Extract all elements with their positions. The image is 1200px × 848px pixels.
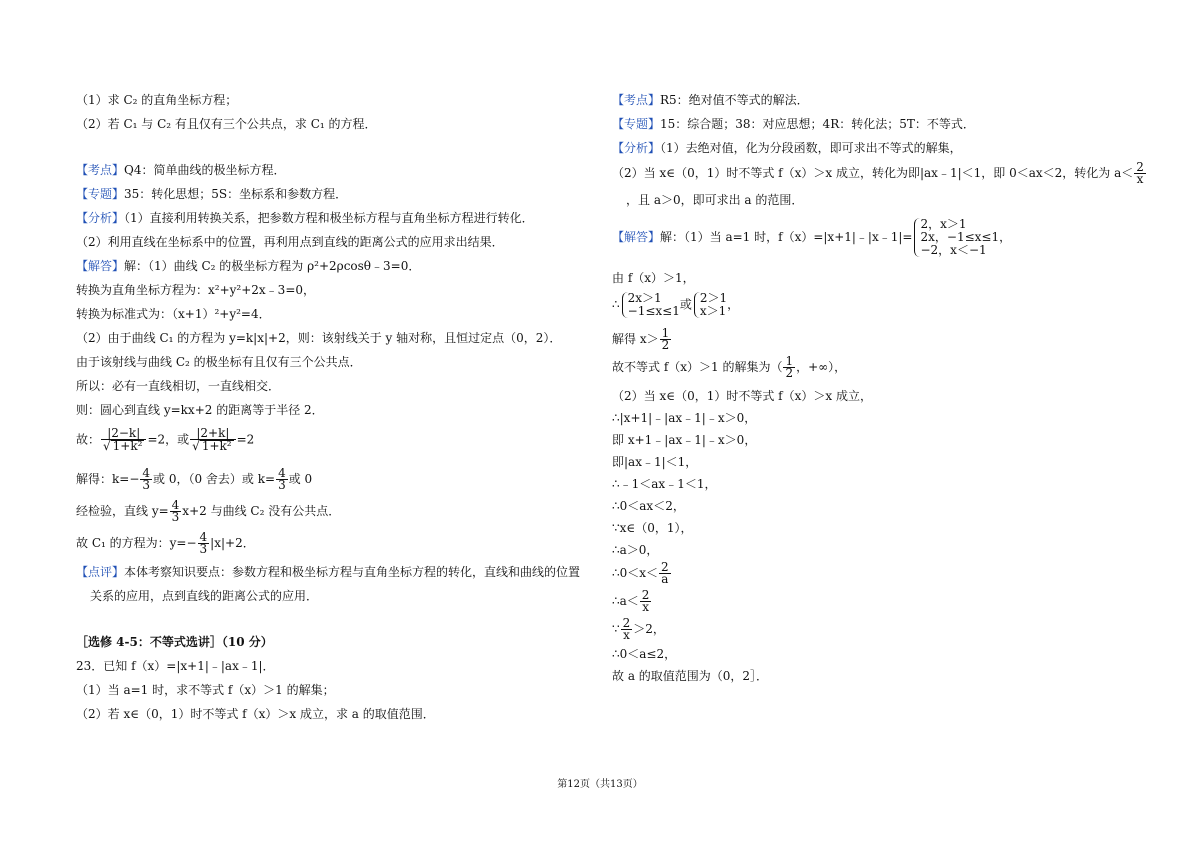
distance-equation [76,428,596,458]
solution-line: 即 x+1﹣|ax﹣1|﹣x＞0， [612,433,757,447]
solution-line: ∴0＜ax＜2， [612,499,685,513]
fenxi-line [76,210,596,226]
dianping-line-2: 关系的应用，点到直线的距离公式的应用． [90,589,319,603]
kaodian-text: R5：绝对值不等式的解法． [660,93,809,107]
solution-set-line: 故不等式 f（x）＞1 的解集为（ $\frac{1}{2}$ ，+∞）， [612,354,847,380]
gu-label: 故： [76,432,101,447]
solution-line: ∴0＜x＜ $\frac{2}{a}$ [612,560,669,586]
fraction-4-3: $\frac{4}{3}$ [171,498,180,524]
jieda-text: 解：（1）曲线 C₂ 的极坐标方程为 ρ²+2ρcosθ﹣3=0． [124,259,421,273]
zhuanti-line [612,116,1142,132]
zhuanti-tag: 【专题】 [612,117,661,131]
k-solution: 解得：k=− $\frac{4}{3}$ 或 0，（0 舍去）或 k= $\frac{4}{3}$ 或 0 [76,466,313,492]
check-line: 经检验，直线 y= $\frac{4}{3}$ x+2 与曲线 C₂ 没有公共点． [76,498,341,524]
fenxi-text: （1）去绝对值，化为分段函数，即可求出不等式的解集， [660,141,962,155]
fraction-4-3: $\frac{4}{3}$ [199,530,208,556]
solution-line: 故 a 的取值范围为（0，2］． [612,669,769,683]
fenxi-line-3: ，且 a＞0，即可求出 a 的范围． [626,193,804,207]
solution-line: 则：圆心到直线 y=kx+2 的距离等于半径 2． [76,403,324,417]
question-part1: （1）求 C₂ 的直角坐标方程； [76,93,238,107]
solution-line: 所以：必有一直线相切，一直线相交． [76,379,281,393]
distance-fraction-1: $\frac{|2-k|}{\text{√ 1+k²}}$ [101,428,146,452]
inequality-system: ∴ 2x＞1 −1≤x≤1 或 2＞1 x＞1 ， [612,291,740,318]
fraction-4-3: $\frac{4}{3}$ [142,466,151,492]
solution-line: ∵ $\frac{2}{x}$ ＞2， [612,616,665,642]
left-column [76,92,596,722]
page-footer: 第12页（共13页） [557,779,643,790]
kaodian-line [612,92,1142,108]
problem-23: 23．已知 f（x）=|x+1|﹣|ax﹣1|． [76,659,275,673]
solution-line: 转换为直角坐标方程为：x²+y²+2x﹣3=0， [76,283,316,297]
fraction-4-3: $\frac{4}{3}$ [278,466,286,492]
fraction-2-x: $\frac{2}{x}$ [1136,160,1144,186]
solution-line: ∴﹣1＜ax﹣1＜1， [612,477,717,491]
problem-23-part1: （1）当 a=1 时，求不等式 f（x）＞1 的解集； [76,683,335,697]
dianping-text: 本体考察知识要点：参数方程和极坐标方程与直角坐标方程的转化，直线和曲线的位置 [124,565,581,579]
solution-line: （2）由于曲线 C₁ 的方程为 y=k|x|+2，则：该射线关于 y 轴对称，且恒过定点（0，2）． [76,331,562,345]
fraction-1-2: $\frac{1}{2}$ [785,354,794,380]
solution-line: 转换为标准式为：（x+1）²+y²=4． [76,307,271,321]
fenxi-line-2: （2）当 x∈（0，1）时不等式 f（x）＞x 成立，转化为即|ax﹣1|＜1，即 0＜ax＜2，转化为 a＜ $\frac{2}{x}$ [612,160,1144,186]
jieda-line [612,218,1142,264]
solution-line: 由于该射线与曲线 C₂ 的极坐标有且仅有三个公共点． [76,355,362,369]
equals-text: =2，或 [147,432,190,447]
right-column [612,92,1142,684]
kaodian-tag: 【考点】 [612,93,661,107]
problem-23-part2: （2）若 x∈（0，1）时不等式 f（x）＞x 成立，求 a 的取值范围． [76,707,435,721]
section-heading: ［选修 4-5：不等式选讲］（10 分） [76,635,273,649]
distance-fraction-2: $\frac{|2+k|}{\text{√ 1+k²}}$ [190,428,235,452]
system-1: 2x＞1 −1≤x≤1 [622,292,680,318]
equals-text-2: =2 [236,432,255,447]
system-2: 2＞1 x＞1 [694,292,727,318]
jieda-line [76,258,596,274]
fraction-2-a: $\frac{2}{a}$ [661,560,669,586]
piecewise-function: 2，x＞1 2x，−1≤x≤1， −2，x＜−1 [914,218,1011,257]
solution-line: 由 f（x）＞1， [612,271,695,285]
fraction-1-2: $\frac{1}{2}$ [661,326,670,352]
solution-line: 即|ax﹣1|＜1， [612,455,698,469]
zhuanti-text: 15：综合题；38：对应思想；4R：转化法；5T：不等式． [660,117,975,131]
solution-line: ∵x∈（0，1）， [612,521,693,535]
kaodian-tag: 【考点】 [76,163,125,177]
solution-line: （2）当 x∈（0，1）时不等式 f（x）＞x 成立， [612,389,872,403]
fraction-2-x: $\frac{2}{x}$ [622,616,631,642]
c1-equation: 故 C₁ 的方程为：y=− $\frac{4}{3}$ |x|+2． [76,530,255,556]
zhuanti-tag: 【专题】 [76,187,125,201]
fenxi-tag: 【分析】 [612,141,661,155]
solution-line: ∴0＜a≤2， [612,647,677,661]
fenxi-line-2: （2）利用直线在坐标系中的位置，再利用点到直线的距离公式的应用求出结果． [76,235,504,249]
zhuanti-text: 35：转化思想；5S：坐标系和参数方程． [124,187,348,201]
fraction-2-x: $\frac{2}{x}$ [641,588,650,614]
question-part2: （2）若 C₁ 与 C₂ 有且仅有三个公共点，求 C₁ 的方程． [76,117,377,131]
solution-line: 解得 x＞ $\frac{1}{2}$ [612,326,670,352]
zhuanti-line [76,186,596,202]
kaodian-line [76,162,596,178]
jieda-tag: 【解答】 [612,230,661,244]
kaodian-text: Q4：简单曲线的极坐标方程． [124,163,286,177]
jieda-text: 解：（1）当 a=1 时，f（x）=|x+1|﹣|x﹣1|= [660,230,913,244]
dianping-tag: 【点评】 [76,565,125,579]
fenxi-tag: 【分析】 [76,211,125,225]
solution-line: ∴a＜ $\frac{2}{x}$ [612,588,650,614]
fenxi-text: （1）直接利用转换关系，把参数方程和极坐标方程与直角坐标方程进行转化． [124,211,534,225]
solution-line: ∴|x+1|﹣|ax﹣1|﹣x＞0， [612,411,757,425]
fenxi-line [612,140,1142,156]
jieda-tag: 【解答】 [76,259,125,273]
solution-line: ∴a＞0， [612,543,659,557]
dianping-line [76,564,596,580]
